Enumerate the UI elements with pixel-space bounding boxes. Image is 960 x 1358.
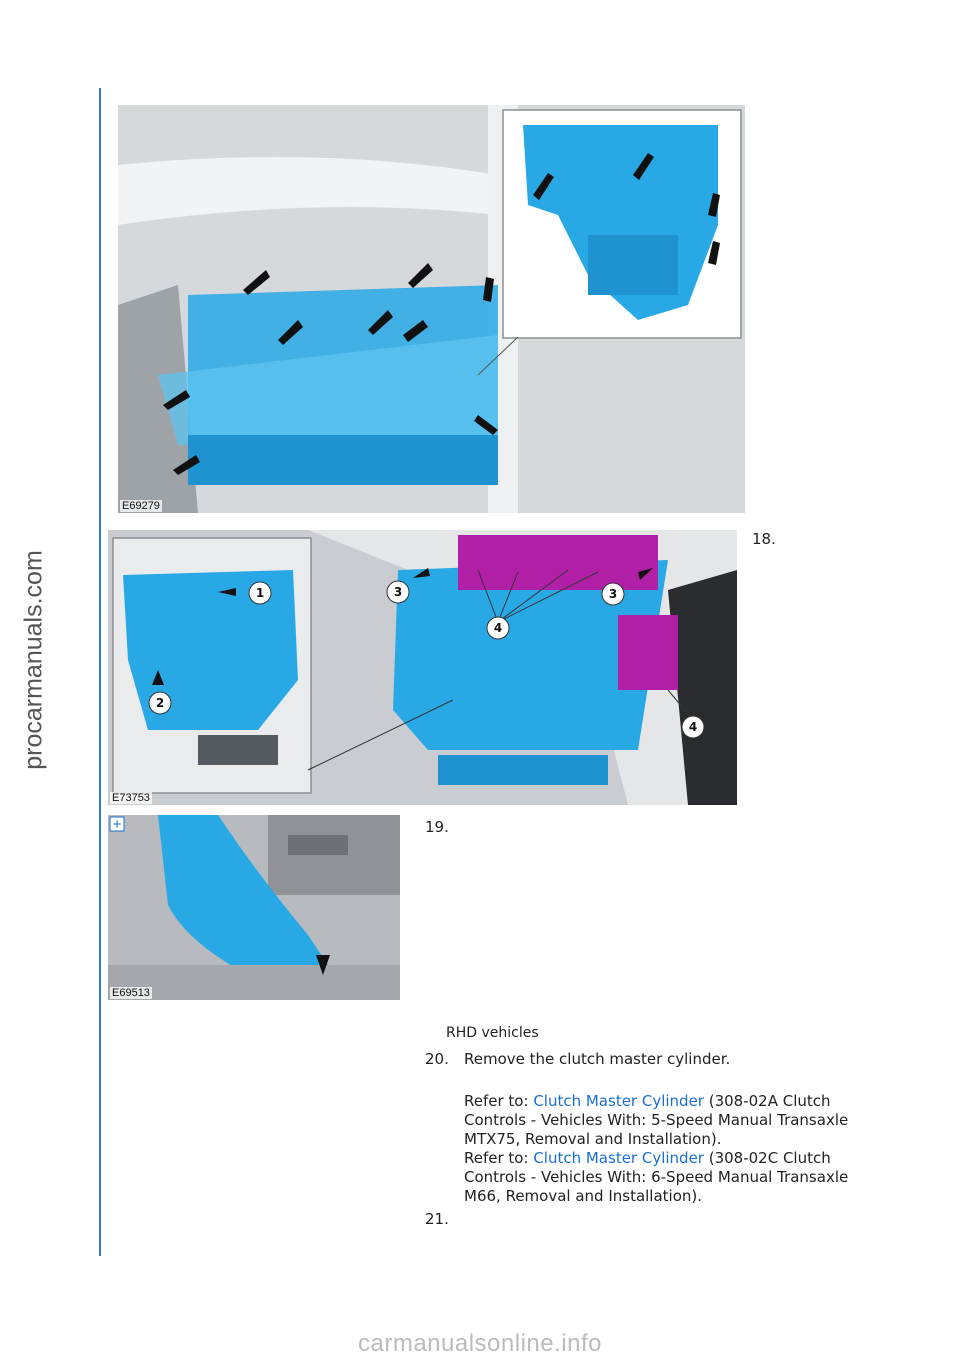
- step-number: 20.: [425, 1050, 449, 1068]
- callout-1: 1: [255, 586, 265, 600]
- bottom-watermark: carmanualsonline.info: [358, 1330, 602, 1357]
- step-number: 19.: [425, 818, 449, 836]
- figure-glovebox-illustration: [118, 105, 745, 513]
- figure-trim-panel-removal: [108, 815, 400, 1000]
- reference-line: Controls - Vehicles With: 5-Speed Manual Transaxle: [464, 1111, 849, 1129]
- figure-module-removal: [108, 530, 737, 805]
- step-number: 18.: [752, 530, 776, 548]
- clutch-master-cylinder-link[interactable]: Clutch Master Cylinder: [533, 1092, 704, 1110]
- reference-line: M66, Removal and Installation).: [464, 1187, 703, 1205]
- reference-suffix: (308-02A Clutch: [703, 1092, 831, 1110]
- reference-prefix: Refer to:: [464, 1092, 534, 1110]
- reference-prefix: Refer to:: [464, 1149, 534, 1167]
- callout-4-right: 4: [688, 720, 698, 734]
- zoom-icon: +: [111, 817, 123, 831]
- reference-suffix: (308-02C Clutch: [703, 1149, 831, 1167]
- figure-module-illustration: [108, 530, 737, 805]
- callout-3-left: 3: [393, 585, 403, 599]
- reference-line: MTX75, Removal and Installation).: [464, 1130, 722, 1148]
- step-number: 21.: [425, 1210, 449, 1228]
- figure-id: E73753: [112, 792, 150, 804]
- figure-trim-illustration: [108, 815, 400, 1000]
- clutch-master-cylinder-link[interactable]: Clutch Master Cylinder: [533, 1149, 704, 1167]
- callout-3-right: 3: [608, 587, 618, 601]
- step-instruction: Remove the clutch master cylinder.: [464, 1050, 731, 1068]
- callout-4-center: 4: [493, 621, 503, 635]
- reference-block-1: [464, 1092, 904, 1206]
- side-watermark: procarmanuals.com: [19, 550, 48, 770]
- margin-rule: [99, 88, 101, 1256]
- callout-2: 2: [155, 696, 165, 710]
- figure-id: E69279: [122, 500, 160, 512]
- reference-line: Controls - Vehicles With: 6-Speed Manual Transaxle: [464, 1168, 849, 1186]
- figure-id: E69513: [112, 987, 150, 999]
- figure-glovebox-removal: [118, 105, 745, 513]
- vehicle-variant-label: RHD vehicles: [446, 1025, 539, 1041]
